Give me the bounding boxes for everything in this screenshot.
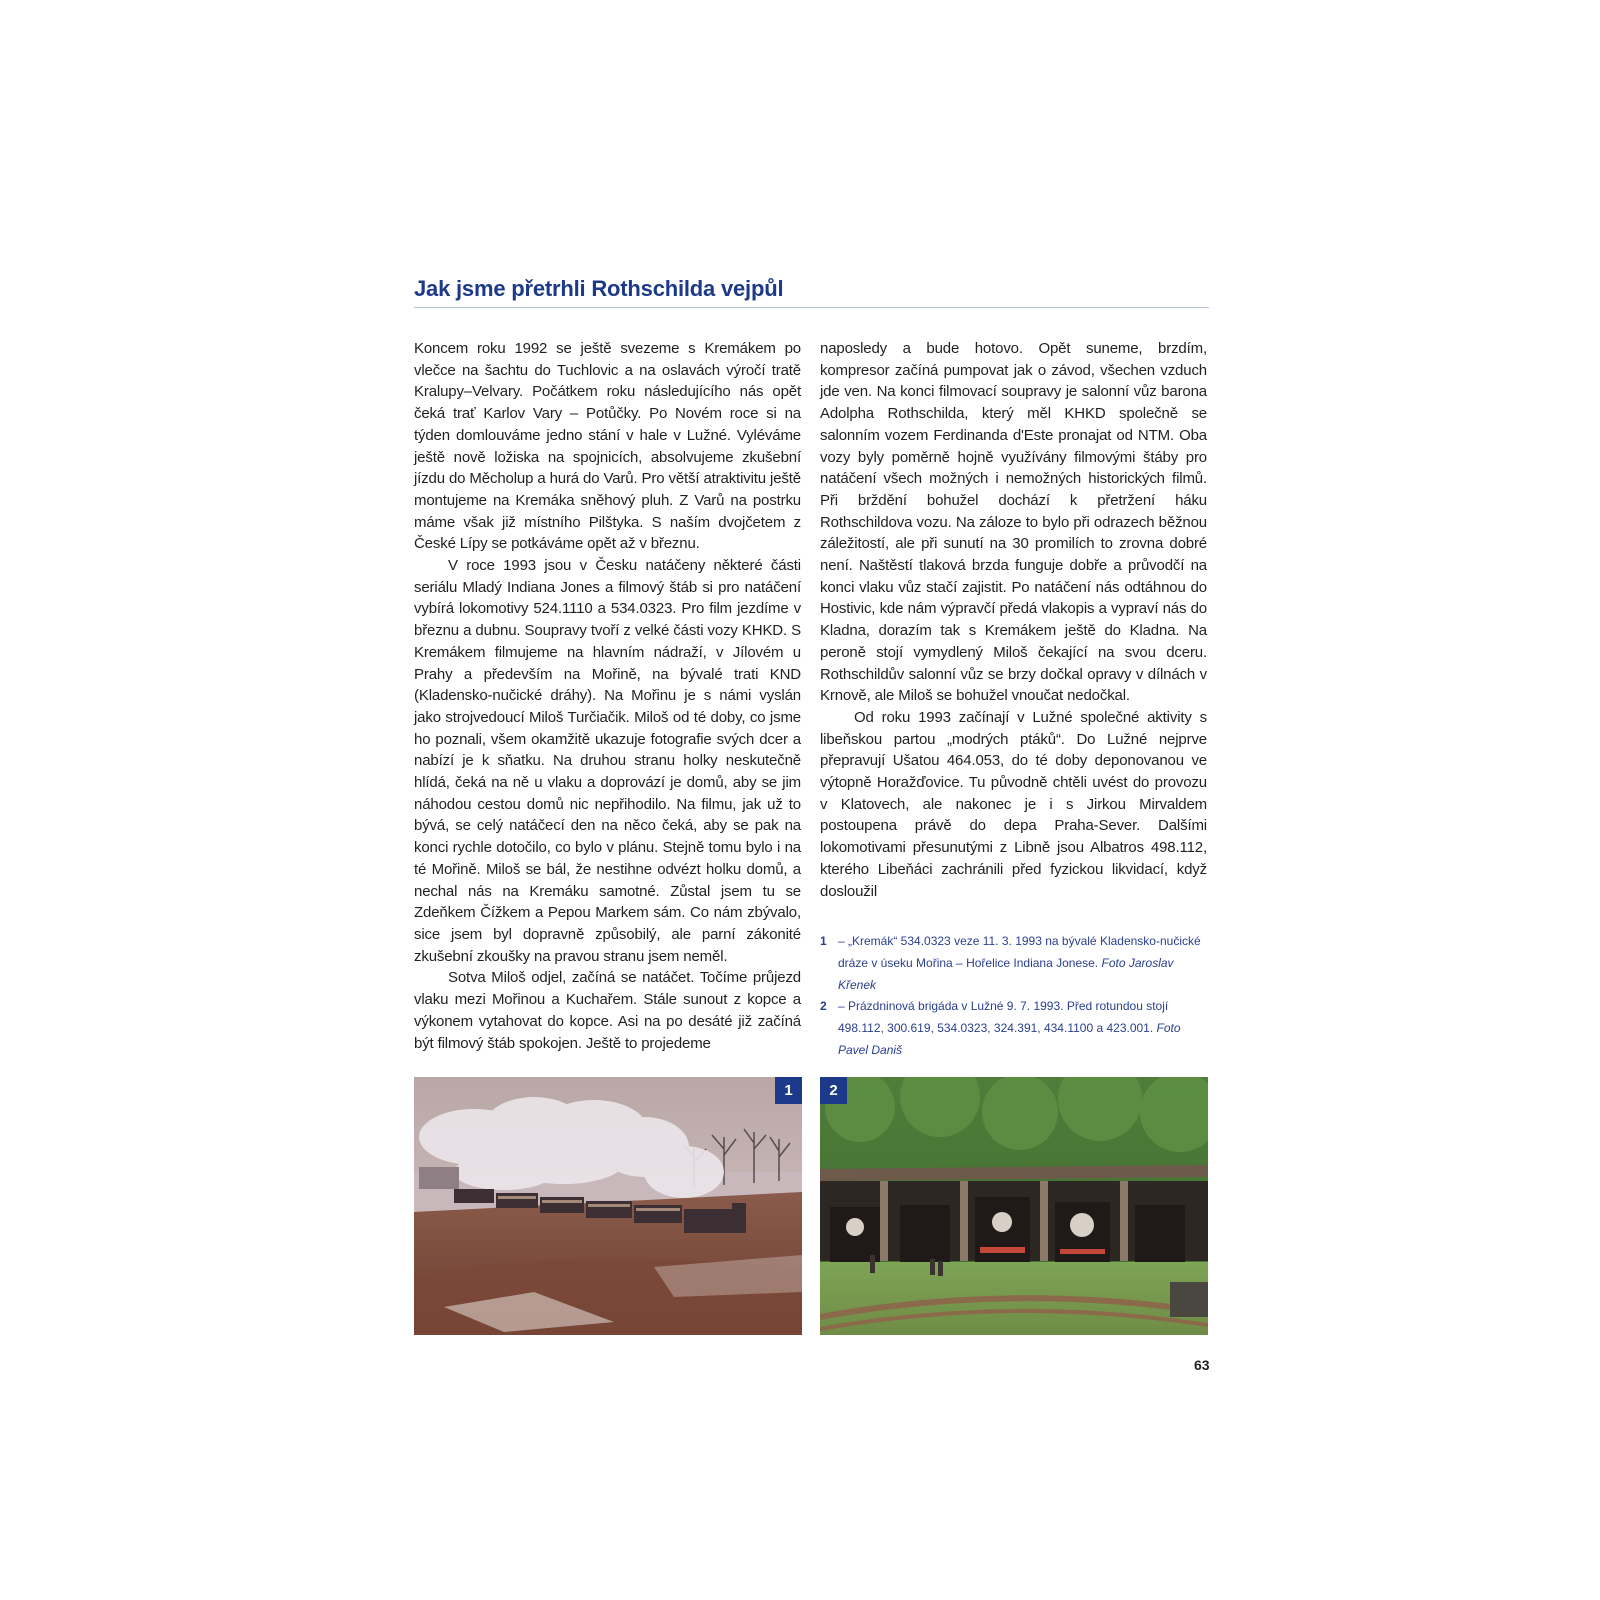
photo-number-badge: 1 (775, 1077, 802, 1104)
photo-roundhouse (820, 1077, 1208, 1335)
paragraph: Sotva Miloš odjel, začíná se natáčet. Točíme průjezd vlaku mezi Mořinou a Kuchařem. Stále sunout z kopce a výkonem vytahovat do kopce. Asi na po desáté již začíná být filmový štáb spokojen. Ještě to projedeme (414, 969, 801, 1052)
paragraph: V roce 1993 jsou v Česku natáčeny některé části seriálu Mladý Indiana Jones a filmový štáb si pro natáčení vybírá lokomotivy 524.1110 a 534.0323. Pro film jezdíme v březnu a dubnu. Soupravy tvoří z velké části vozy KHKD. S Kremákem filmujeme na hlavním nádraží, v Jílovém u Prahy a především na Mořině, na bývalé trati KND (Kladensko-nučické dráhy). Na Mořinu je s námi vyslán jako strojvedoucí Miloš Turčiačik. Miloš od té doby, co jsme ho poznali, všem okamžitě ukazuje fotografie svých dcer a nabízí je k sňatku. Na druhou stranu holky neskutečně hlídá, čeká na ně u vlaku a doprovází je domů, aby se jim náhodou cestou domů nic nepřihodilo. Na filmu, jak už to bývá, se celý natáčecí den na něco čeká, aby se pak na konci rychle dotočilo, co bylo v plánu. Stejně tomu bylo i na té Mořině. Miloš se bál, že nestihne odvézt holku domů, a nechal nás na Kremáku samotné. Zůstal jsem tu se Zdeňkem Čížkem a Pepou Markem sám. Co nám zbývalo, sice jsem byl dopravně způsobilý, ale parní zákonité zkušební zkoušky na pravou stranu jsem neměl. (414, 557, 801, 965)
text-column-right (820, 338, 1207, 902)
caption-1 (820, 931, 1210, 996)
caption-credit: Foto Jaroslav Křenek (838, 955, 1174, 992)
caption-number: 2 (820, 999, 827, 1014)
caption-2 (820, 996, 1210, 1061)
caption-credit: Foto Pavel Daniš (838, 1021, 1181, 1057)
article-title: Jak jsme přetrhli Rothschilda vejpůl (414, 276, 784, 301)
title-divider (414, 307, 1209, 308)
caption-text: – „Kremák“ 534.0323 veze 11. 3. 1993 na bývalé Kladensko-nučické dráze v úseku Mořina – Hořelice Indiana Jonese. (838, 934, 1201, 970)
text-column-left (414, 338, 801, 1054)
caption-text: – Prázdninová brigáda v Lužné 9. 7. 1993. Před rotundou stojí 498.112, 300.619, 534.0323, 324.391, 434.1100 a 423.001. (838, 999, 1169, 1036)
caption-number: 1 (820, 934, 827, 948)
page-number: 63 (1194, 1357, 1210, 1373)
photo-steam-train-image (414, 1077, 802, 1335)
photo-number-badge: 2 (820, 1077, 847, 1104)
photo-steam-train (414, 1077, 802, 1335)
paragraph: naposledy a bude hotovo. Opět suneme, brzdím, kompresor začíná pumpovat jak o závod, všechen vzduch jde ven. Na konci filmovací soupravy je salonní vůz barona Adolpha Rothschilda, který měl KHKD společně se salonním vozem Ferdinanda d'Este pronajat od NTM. Oba vozy byly poměrně hojně využívány filmovými štáby pro natáčení všech možných i nemožných historických filmů. Při brždění bohužel dochází k přetržení háku Rothschildova vozu. Na záloze to bylo při odrazech běžnou záležitostí, ale při sunutí na 30 promilích to zrovna dobré není. Naštěstí tlaková brzda funguje dobře a průvodčí na konci vlaku vůz stačí zajistit. Po natáčení nás odtáhnou do Hostivic, kde nám výpravčí předá vlakopis a vypraví nás do Kladna, dorazím tak s Kremákem ještě do Kladna. Na peroně stojí vymydlený Miloš čekající na svou dceru. Rothschildův salonní vůz se brzy dočkal opravy v dílnách v Krnově, ale Miloš se bohužel vnoučat nedočkal. (820, 340, 1207, 705)
paragraph: Koncem roku 1992 se ještě svezeme s Kremákem po vlečce na šachtu do Tuchlovic a na oslavách výročí tratě Kralupy–Velvary. Počátkem roku následujícího nás opět čeká trať Karlov Vary – Potůčky. Po Novém roce si na týden domlouváme jedno stání v hale v Lužné. Vyléváme ještě nově ložiska na spojnicích, absolvujeme zkušební jízdu do Měcholup a hurá do Varů. Pro větší atraktivitu ještě montujeme na Kremáka sněhový pluh. Z Varů na postrku máme však již místního Pilštyka. S naším dvojčetem z České Lípy se potkáváme opět až v březnu. (414, 340, 801, 553)
photo-roundhouse-image (820, 1077, 1208, 1335)
photo-captions (820, 931, 1210, 1062)
paragraph: Od roku 1993 začínají v Lužné společné aktivity s libeňskou partou „modrých ptáků“. Do Lužné nejprve přepravují Ušatou 464.053, do té doby deponovanou ve výtopně Horažďovice. Tu původně chtěli uvést do provozu v Klatovech, ale nakonec je i s Jirkou Mirvaldem postoupena právě do depa Praha-Sever. Dalšími lokomotivami přesunutými z Libně jsou Albatros 498.112, kterého Libeňáci zachránili před fyzickou likvidací, když dosloužil (820, 708, 1207, 900)
